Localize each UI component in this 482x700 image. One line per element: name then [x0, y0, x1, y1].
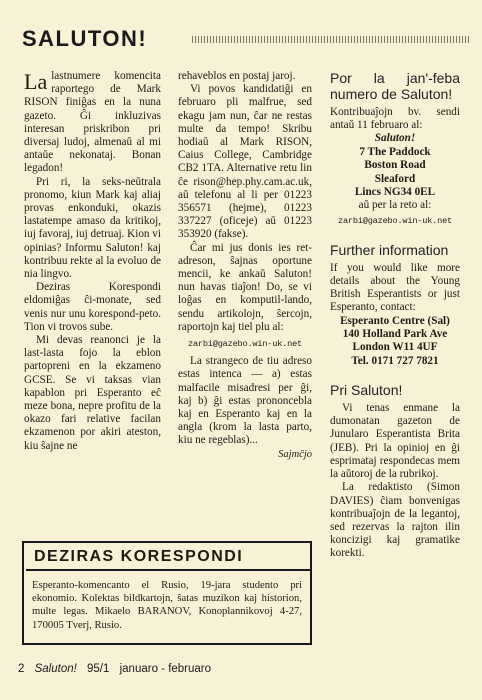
column-3 [330, 70, 460, 561]
ad-box-title: DEZIRAS KORESPONDI [26, 545, 310, 571]
address-line: London W11 4UF [352, 341, 438, 354]
masthead [22, 26, 470, 56]
esperanto-centre-address [330, 315, 460, 355]
masthead-rule [192, 36, 470, 43]
footer-months: januaro - februaro [119, 663, 212, 675]
col1-paragraph-1: lastnumere komencita raportego de Mark RISON finiĝas en la nuna gazeto. Ĝi inkluzivas interesan priskribon pri diversaj ludoj, almenaŭ al mi antaŭe nekonataj. Bonan legadon! [24, 70, 161, 175]
col2-paragraph-3: Ĉar mi jus donis ies ret-adreson, ŝajnas oportune mencii, ke ankaŭ Saluton! nun havas tiaĵon! Do, se vi loĝas en komputil-lando, sendu artikolojn, ŝercojn, raportojn kaj tiel plu al: [178, 241, 312, 333]
col1-paragraph-2: Pri ri, la seks-neŭtrala pronomo, kiun Mark kaj aliaj provas enkonduki, okazis lastatempe amaso da kritikoj, iuj favoraj, iuj detruaj. Kion vi opinias? Informu Saluton! kaj kontribuu rekte al la evoluo de nia lingvo. [24, 175, 162, 281]
ad-box-text: Esperanto-komencanto el Rusio, 19-jara studento pri ekonomio. Kolektas bildkartojn, ŝatas muzikon kaj historion, multe legas. Mikaelo BARANOV, Konoplannikovoj 4-27, 170005 Tverj, Rusio. [32, 580, 302, 631]
col2-paragraph-2: Vi povos kandidatiĝi en februaro pli malfrue, sed ekagu jam nun, ĉar ne restas multe da tempo! Skribu hodiaŭ al Mark RISON, Caius College, Cambridge CB2 1TA. Alternative retu lin ĉe rison@hep.phy.cam.ac.uk, aŭ telefonu al li per 01223 356571 (hejme), 01223 337227 (oficeje) aŭ 01223 353920 (fakse). [178, 83, 312, 241]
signature: Sajmĉjo [278, 448, 312, 460]
address-line: 7 The Paddock [359, 145, 431, 158]
col2-paragraph-1: rehaveblos en postaj jaroj. [178, 70, 296, 82]
page-number: 2 [18, 663, 25, 675]
col3-paragraph-1: Kontribuaĵojn bv. sendi antaŭ 11 februaro al: [330, 106, 460, 132]
address-line: Saluton! [374, 132, 416, 145]
column-1 [24, 70, 161, 453]
address-line: 140 Holland Park Ave [342, 328, 448, 341]
heading-further-info: Further information [330, 241, 449, 258]
col1-paragraph-4: Mi devas reanonci je la last-lasta fojo la eblon partopreni en la ekzameno GCSE. Se vi taksas vian kapablon pri Esperanto eĉ meze bona, nepre profitu de la okazo fari relative facilan ekzamenon por akiri ateston, kiu ŝajne ne [24, 334, 161, 452]
footer-magazine: Saluton! [34, 663, 77, 675]
col3-paragraph-5: La redaktisto (Simon DAVIES) ĉiam bonvenigas kontribuaĵojn de la legantoj, sed rezervas la rajton ilin koncizigi kaj gramatike korekti. [330, 481, 460, 560]
col3-email[interactable]: zarbi@gazebo.win-uk.net [337, 215, 452, 226]
col2-paragraph-4: La strangeco de tiu adreso estas intenca — a) estas malfacile misadresi per ĝi, kaj b) ĝi estas prononcebla kaj en Esperanto kaj en la angla (krom la lasta parto, kiu ne regeblas)... [178, 355, 312, 447]
footer-issue: 95/1 [87, 663, 110, 675]
drop-cap: La [24, 69, 48, 94]
heading-about: Pri Saluton! [330, 382, 403, 399]
col3-paragraph-4: Vi tenas enmane la dumonatan gazeton de Junularo Esperantista Brita (JEB). Pri la opinioj en ĝi esprimataj respondecas mem la aŭtoroj de la rubrikoj. [330, 402, 460, 481]
heading-submissions: Por la jan'-feba numero de Saluton! [330, 70, 460, 102]
page-footer [18, 663, 458, 675]
telephone: Tel. 0171 727 7821 [351, 354, 439, 367]
address-line: Sleaford [374, 172, 416, 185]
col3-paragraph-3: If you would like more details about the Young British Esperantists or just Esperanto, contact: [330, 261, 460, 314]
submission-address [330, 132, 460, 199]
address-line: Boston Road [364, 159, 426, 172]
col3-paragraph-2: aŭ per la reto al: [358, 199, 432, 212]
col1-paragraph-3: Deziras Korespondi eldomiĝas ĉi-monate, sed venis nur unu korespond-peto. Tion vi trovos sube. [24, 281, 161, 333]
correspondence-ad-box [22, 541, 312, 645]
col2-email[interactable]: zarbi@gazebo.win-uk.net [187, 339, 302, 350]
masthead-title: SALUTON! [22, 26, 148, 51]
column-2 [178, 70, 312, 461]
address-line: Esperanto Centre (Sal) [340, 314, 450, 327]
address-line: Lincs NG34 0EL [354, 186, 436, 199]
